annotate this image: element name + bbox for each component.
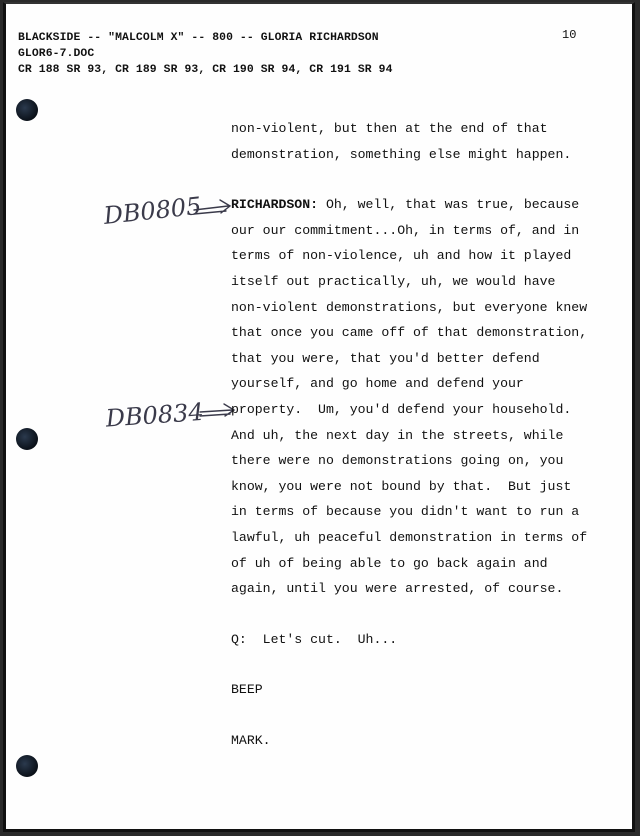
- beep-line: BEEP: [231, 682, 263, 698]
- annotation-db0805-text: DB0805: [102, 191, 203, 230]
- text-line: there were no demonstrations going on, you: [231, 453, 564, 469]
- text-line: demonstration, something else might happen.: [231, 146, 572, 162]
- text-line: terms of non-violence, uh and how it played: [231, 248, 572, 264]
- transcript-body: [231, 116, 631, 753]
- header-title: BLACKSIDE -- "MALCOLM X" -- 800 -- GLORIA RICHARDSON: [18, 32, 379, 44]
- text-line: our our commitment...Oh, in terms of, and in: [231, 222, 580, 238]
- text-line: know, you were not bound by that. But just: [231, 478, 572, 494]
- mark-line: MARK.: [231, 732, 271, 748]
- speaker-label: RICHARDSON:: [231, 197, 319, 213]
- transcript-page: [3, 2, 635, 832]
- text-line: that once you came off of that demonstration,: [231, 325, 588, 341]
- punch-hole-middle: [16, 428, 38, 450]
- text-line: property. Um, you'd defend your household.: [231, 401, 572, 417]
- header-reels: CR 188 SR 93, CR 189 SR 93, CR 190 SR 94, CR 191 SR 94: [18, 64, 393, 76]
- text-line: itself out practically, uh, we would have: [231, 273, 556, 289]
- text-line: non-violent, but then at the end of that: [231, 121, 548, 136]
- text-line: of uh of being able to go back again and: [231, 555, 548, 571]
- handwritten-annotation-db0805: [102, 188, 236, 232]
- header-filename: GLOR6-7.DOC: [18, 48, 95, 60]
- punch-hole-top: [16, 99, 38, 121]
- text-line: that you were, that you'd better defend: [231, 350, 540, 366]
- handwritten-annotation-db0834: [104, 396, 238, 436]
- text-line: And uh, the next day in the streets, while: [231, 427, 564, 443]
- speaker-line: [231, 192, 631, 218]
- text-line: in terms of because you didn't want to run a: [231, 504, 580, 520]
- annotation-db0834-text: DB0834: [104, 397, 205, 433]
- question-line: Q: Let's cut. Uh...: [231, 631, 398, 647]
- annotation-arrow-2: [200, 404, 234, 416]
- page-number: 10: [562, 28, 577, 42]
- punch-hole-bottom: [16, 755, 38, 777]
- text-line: yourself, and go home and defend your: [231, 376, 524, 392]
- text-line: lawful, uh peaceful demonstration in terms of: [231, 529, 588, 545]
- text-fragment: Oh, well, that was true, because: [318, 197, 580, 213]
- text-line: again, until you were arrested, of course.: [231, 581, 564, 597]
- text-line: non-violent demonstrations, but everyone knew: [231, 299, 588, 315]
